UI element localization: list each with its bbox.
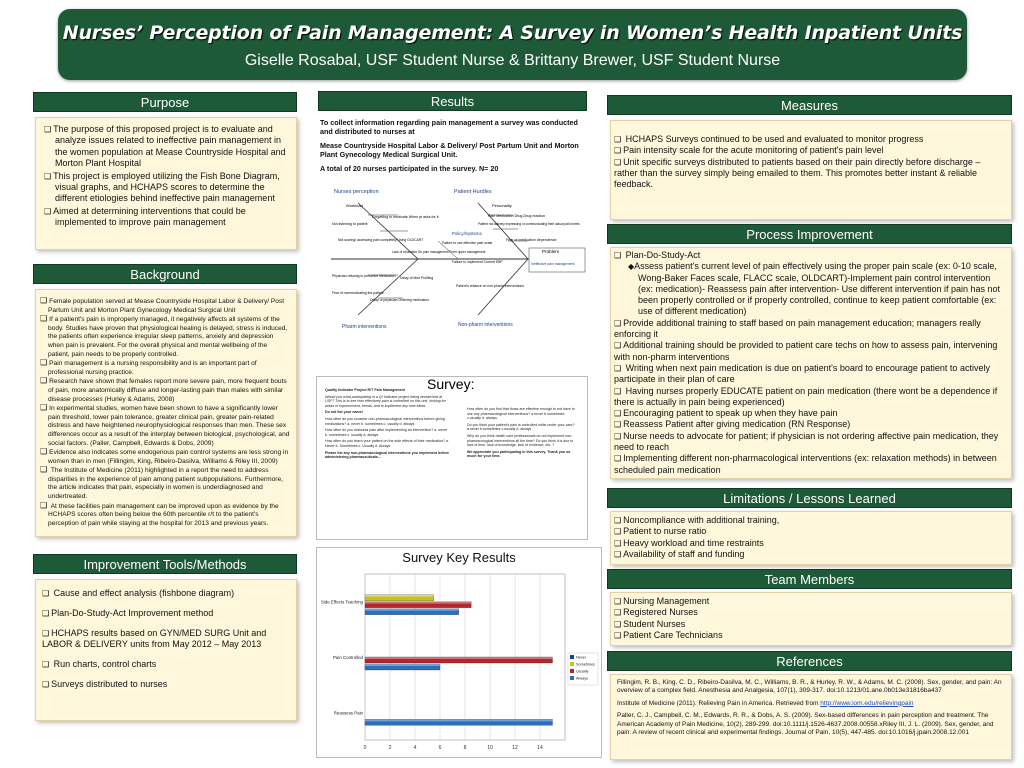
results-header: [318, 91, 587, 111]
reference-entry: Fillingim, R. B., King, C. D., Ribeiro-Dasilva, M. C., Williams, B. R., & Hurley, R. W., & Adams, M. C. (2008). Sex, gender, and pain: An overview of a complex field. Anesthesia and Analgesia, 107(1), 309-317. doi:10.1213/01.ane.0b013e31816ba437: [617, 679, 1002, 695]
chart-tick-label: 8: [463, 745, 467, 751]
results-paragraph: A total of 20 nurses participated in the survey. N= 20: [320, 164, 499, 173]
references-box: [610, 674, 1012, 760]
background-item: ❑ Female population served at Mease Countryside Hospital Labor & Delivery/ Post Partum Unit and Morton Plant Gynecology Medical Surgical Unit: [40, 297, 290, 315]
chart-tick-label: 12: [512, 745, 518, 751]
chart-bar-highlight: [365, 609, 459, 611]
chart-tick-label: 6: [438, 745, 442, 751]
survey-question: Please list any non-pharmacological interventions you implement before administering pharmaceuticals...: [325, 450, 450, 460]
tools-item: ❑ Cause and effect analysis (fishbone diagram): [42, 588, 290, 599]
fishbone-cause: Delay of Med Profiling: [400, 276, 434, 280]
background-item: ❑ Pain management is a nursing responsibility and is an important part of professional nursing practice.: [40, 359, 290, 377]
team-header: [607, 569, 1012, 589]
fishbone-policy: Policy/Systems: [452, 231, 482, 236]
survey-heading: Survey:: [427, 376, 475, 392]
chart-tick-label: 10: [487, 745, 493, 751]
fishbone-problem: Ineffective pain management: [531, 262, 575, 266]
chart-bar-highlight: [365, 664, 440, 666]
background-item: ❑ In experimental studies, women have been shown to have a significantly lower pain threshold, lower pain tolerance, greater clinical pain, greater pain-related distress and have heightened neurophysiological responses than men. These sex differences occur as a result of the interplay between biological, psychological, and social factors. (Paller, Campbell, Edwards & Dobs, 2009): [40, 404, 290, 448]
team-heading: Team Members: [764, 572, 855, 587]
purpose-heading: Purpose: [140, 95, 190, 110]
tools-header: [33, 554, 297, 574]
results-paragraph: Mease Countryside Hospital Labor & Delivery/ Post Partum Unit and Morton Plant Gynecology Medical Surgical Unit.: [320, 141, 579, 159]
reference-entry: [617, 700, 1005, 708]
limitations-item: ❑ Noncompliance with additional training,: [614, 515, 1005, 526]
team-box: [610, 592, 1012, 646]
limitations-item: ❑ Heavy workload and time restraints: [614, 538, 1005, 549]
tools-item: ❑ Run charts, control charts: [42, 659, 290, 670]
fishbone-top-right: Patient Hurdles: [454, 189, 492, 195]
reference-entry: Paller, C. J., Campbell, C. M., Edwards, R. R., & Dobs, A. S. (2009). Sex-based differences in pain perception and treatment. The American Academy of Pain Medicine, 10(2), 289-299. doi:10.1111/j.1526-4637.2008.00558.xRiley III, J. L. (2009). Sex, gender, and pain: A review of recent clinical and experimental findings. Journal of Pain, 10(5), 447-485. doi:10.1016/j.jpain.2008.12.001: [617, 712, 994, 737]
fishbone-cause: Physician refusing to prescribe Medication: [332, 274, 396, 278]
chart-bar-highlight: [365, 719, 553, 721]
team-item: ❑ Nursing Management: [614, 596, 1005, 607]
fishbone-workload: Workload: [346, 203, 363, 208]
process-item: ❑ Provide additional training to staff based on pain management education; managers really enforcing it: [614, 318, 1005, 341]
process-item: ❑ Plan-Do-Study-Act: [614, 250, 1005, 261]
survey-question: How often do you reassess pain after implementing an intervention? a. never b. sometimes c. usually d. always: [325, 428, 448, 437]
survey-key-results-chart: [317, 568, 601, 758]
survey-intro: Would you mind participating in a QI Indicator project being researched at USF? This is to see how effectively pain is controlled on this unit, looking for areas of improvement, trends, and to implement any new ideas.: [325, 394, 446, 408]
fishbone-cause: Not scoring/ accessing pain completely Using OLDCART: [338, 238, 424, 242]
measures-box: [610, 120, 1012, 220]
chart-category-label: Side Effects Teaching: [320, 599, 363, 605]
process-item: ❑ Implementing different non-pharmacological interventions (ex: relaxation methods) in between scheduled pain medication: [614, 453, 1005, 476]
background-header: [33, 264, 297, 284]
poster-authors: Giselle Rosabal, USF Student Nurse & Brittany Brewer, USF Student Nurse: [244, 52, 781, 69]
limitations-header: [607, 488, 1012, 508]
reference-text: Institute of Medicine (2011). Relieving Pain in America. Retrieved from: [617, 699, 821, 707]
title-banner: [58, 9, 967, 80]
background-box: [35, 289, 297, 537]
fishbone-cause: Patient not actively expressing or communicating their actual pain levels: [478, 222, 580, 226]
reference-link[interactable]: http://www.iom.edu/relievingpain: [820, 699, 914, 707]
purpose-item: ❑ This project is employed utilizing the Fish Bone Diagram, visual graphs, and HCHAPS scores to determine the different etiologies behind ineffective pain management: [44, 171, 290, 205]
process-heading: Process Improvement: [746, 227, 873, 242]
chart-legend-label: Never: [576, 655, 587, 660]
chart-category-label: Pain Controlled: [332, 655, 363, 660]
fishbone-cause: Pain Medication Drug-Drug reaction: [488, 214, 546, 218]
fishbone-top-left: Nurses perception: [334, 189, 379, 195]
process-item: ❑ Writing when next pain medication is due on patient's board to encourage patient to actively participate in their plan of care: [614, 363, 1005, 386]
fishbone-bottom-right: Non-pharm interventions: [458, 322, 513, 328]
fishbone-cause: Fear of medication dependence: [506, 238, 557, 242]
chart-legend-label: Usually: [576, 669, 589, 674]
survey-title: Quality Indicator Project R/T Pain Management: [325, 388, 405, 392]
limitations-item: ❑ Availability of staff and funding: [614, 549, 1005, 560]
background-item: ❑ Evidence also indicates some endogenous pain control systems are less strong in women than in men (Fillingim, King, Ribeiro-Dasilva, Williams & Riley III, 2009): [40, 448, 290, 466]
survey-question: How often do you teach your patient on the side effects of their medication? a. Never b. Sometimes c. Usually d. Always: [325, 439, 449, 448]
fishbone-cause: Lack of education On pain management From upper management: [392, 250, 486, 254]
measures-item: ❑ Pain intensity scale for the acute monitoring of patient's pain level: [614, 145, 1005, 156]
team-item: ❑ Patient Care Technicians: [614, 630, 1005, 641]
chart-legend-label: Always: [576, 676, 589, 681]
measures-header: [607, 95, 1012, 115]
process-item: ❑ Additional training should be provided to patient care techs on how to assess pain, intervening with non-pharm interventions: [614, 340, 1005, 363]
background-item: ❑ If a patient's pain is improperly managed, it negatively affects all systems of the body. Studies have proven that physiological healing is delayed, stress is induced, the patients often experience irregular sleep patterns, anxiety and depression when pain is prevalent. For the overall physical and mental wellbeing of the patient, pain needs to be properly controlled.: [40, 315, 290, 359]
tools-item: ❑ Surveys distributed to nurses: [42, 679, 290, 690]
survey-question: Do you think your patient's pain is controlled while under your care? a.never b.sometimes c.usually d. always: [467, 422, 575, 432]
process-header: [607, 224, 1012, 244]
chart-category-label: Reassess Pain: [333, 710, 363, 716]
results-heading: Results: [430, 94, 475, 109]
limitations-box: [610, 511, 1012, 565]
background-item: ❑ Research have shown that females report more severe pain, more frequent bouts of pain, more anatomically diffuse and longer-lasting pain than males with similar disease processes (Hurley & Adams, 2008): [40, 377, 290, 404]
process-item: ❑ Encouraging patient to speak up when they have pain: [614, 408, 1005, 419]
measures-heading: Measures: [780, 98, 839, 113]
chart-legend-swatch: [570, 669, 574, 673]
tools-item: ❑ HCHAPS results based on GYN/MED SURG Unit and LABOR & DELIVERY units from May 2012 – May 2013: [42, 628, 290, 650]
fishbone-cause: Patient's reliance on non-pharm interventions: [456, 284, 524, 288]
survey-question: How often do you find that those are effective enough to not have to use any pharmacological interventions? a.never b.sometimes c.usually d. always: [467, 407, 575, 421]
results-text: [320, 118, 586, 178]
process-subitem: ◆ Assess patient's current level of pain effectively using the proper pain scale (ex: 0-10 scale, Wong-Baker Faces scale, FLACC scale, OLDCART)-Implement pain control intervention (ex: medication)- Reassess pain after intervention- Use different intervention if pain has not been properly controlled or if properly controlled, continue to keep patient comfortable (ex: use of different medication): [614, 261, 1005, 317]
references-heading: References: [776, 654, 843, 669]
survey-question: Why do you think health care professionals do not implement non-pharmacological interventions all the time? Do you think it is due to lack of time, lack of knowledge, lack of evidence, etc..?: [467, 433, 574, 448]
results-paragraph: To collect information regarding pain management a survey was conducted and distributed to nurses at: [320, 118, 578, 136]
fishbone-personality: Personality: [492, 203, 512, 208]
purpose-item: ❑ Aimed at determining interventions that could be implemented to improve pain management: [44, 206, 290, 229]
fishbone-problem-label: Problem: [542, 249, 560, 254]
fishbone-bottom-left: Pharm interventions: [342, 324, 387, 330]
team-item: ❑ Student Nurses: [614, 619, 1005, 630]
chart-tick-label: 4: [413, 745, 417, 751]
chart-title: Survey Key Results: [402, 550, 516, 565]
fishbone-cause: Failure to use effective pain scale: [442, 241, 493, 245]
background-heading: Background: [130, 267, 200, 282]
chart-bar-highlight: [365, 602, 471, 604]
purpose-header: [33, 92, 297, 112]
survey-question: We appreciate you participating in this survey. Thank you so much for your time.: [467, 449, 571, 459]
limitations-item: ❑ Patient to nurse ratio: [614, 526, 1005, 537]
fishbone-cause: Delay of physician Ordering medication: [370, 298, 429, 302]
measures-item: ❑ HCHAPS Surveys continued to be used and evaluated to monitor progress: [614, 134, 1005, 145]
tools-heading: Improvement Tools/Methods: [83, 557, 247, 572]
chart-bar-highlight: [365, 595, 434, 597]
chart-frame: [316, 547, 602, 758]
fishbone-cause: Not listening to patient: [332, 222, 368, 226]
fishbone-cause: Fear of overmedicating the patient: [332, 291, 384, 295]
background-item: ❑ The Institute of Medicine (2011) highlighted in a report the need to address disparities in the experience of pain among patient subpopulations. Furthermore, the article indicates that pain, especially in women is underdiagnosed and undertreated.: [40, 466, 290, 501]
survey-image: [316, 376, 588, 540]
purpose-item: ❑ The purpose of this proposed project is to evaluate and analyze issues related to ineffective pain management in the women population at Mease Countryside Hospital and Morton Plant Hospital: [44, 124, 290, 170]
survey-question: How often do you consider non-pharmacological interventions before giving medications? a. never b. sometimes c. usually d. always: [325, 416, 445, 426]
measures-item: ❑ Unit specific surveys distributed to patients based on their pain directly before discharge – rather than the survey simply being emailed to them. This promotes better instant & reliable feedback.: [614, 157, 1005, 191]
survey-question: Do not list your name!: [325, 410, 363, 415]
tools-box: [35, 579, 297, 721]
fishbone-cause: Failure to implement Current EBP: [452, 260, 503, 264]
chart-tick-label: 14: [537, 745, 543, 751]
fishbone-cause: Forgetting to medicate When pt asks for it: [372, 215, 439, 219]
chart-legend-label: Sometimes: [576, 662, 595, 667]
chart-legend-swatch: [570, 655, 574, 659]
process-item: ❑ Having nurses properly EDUCATE patient on pain medication (there wont be a dependence if there is actually in pain being experienced): [614, 386, 1005, 409]
process-item: ❑ Nurse needs to advocate for patient; if physician is not ordering affective pain medication, they need to reach: [614, 431, 1005, 454]
chart-tick-label: 0: [363, 745, 367, 751]
team-item: ❑ Registered Nurses: [614, 607, 1005, 618]
chart-legend-swatch: [570, 676, 574, 680]
background-item: ❑ At these facilities pain management can be improved upon as evidence by the HCHAPS scores often being below the 60th percentile r/t to the patient's perception of pain while staying at the hospital for 2013 and previous years.: [40, 502, 290, 529]
references-header: [607, 651, 1012, 671]
chart-tick-label: 2: [388, 745, 392, 751]
process-box: [610, 247, 1012, 479]
chart-bar-highlight: [365, 657, 553, 659]
tools-item: ❑ Plan-Do-Study-Act Improvement method: [42, 608, 290, 619]
limitations-heading: Limitations / Lessons Learned: [723, 491, 896, 506]
purpose-box: [35, 117, 297, 250]
poster-title: Nurses’ Perception of Pain Management: A Survey in Women’s Health Inpatient Units: [62, 22, 963, 44]
process-item: ❑ Reassess Patient after giving medication (RN Response): [614, 419, 1005, 430]
fishbone-diagram: [328, 183, 590, 333]
chart-legend-swatch: [570, 662, 574, 666]
